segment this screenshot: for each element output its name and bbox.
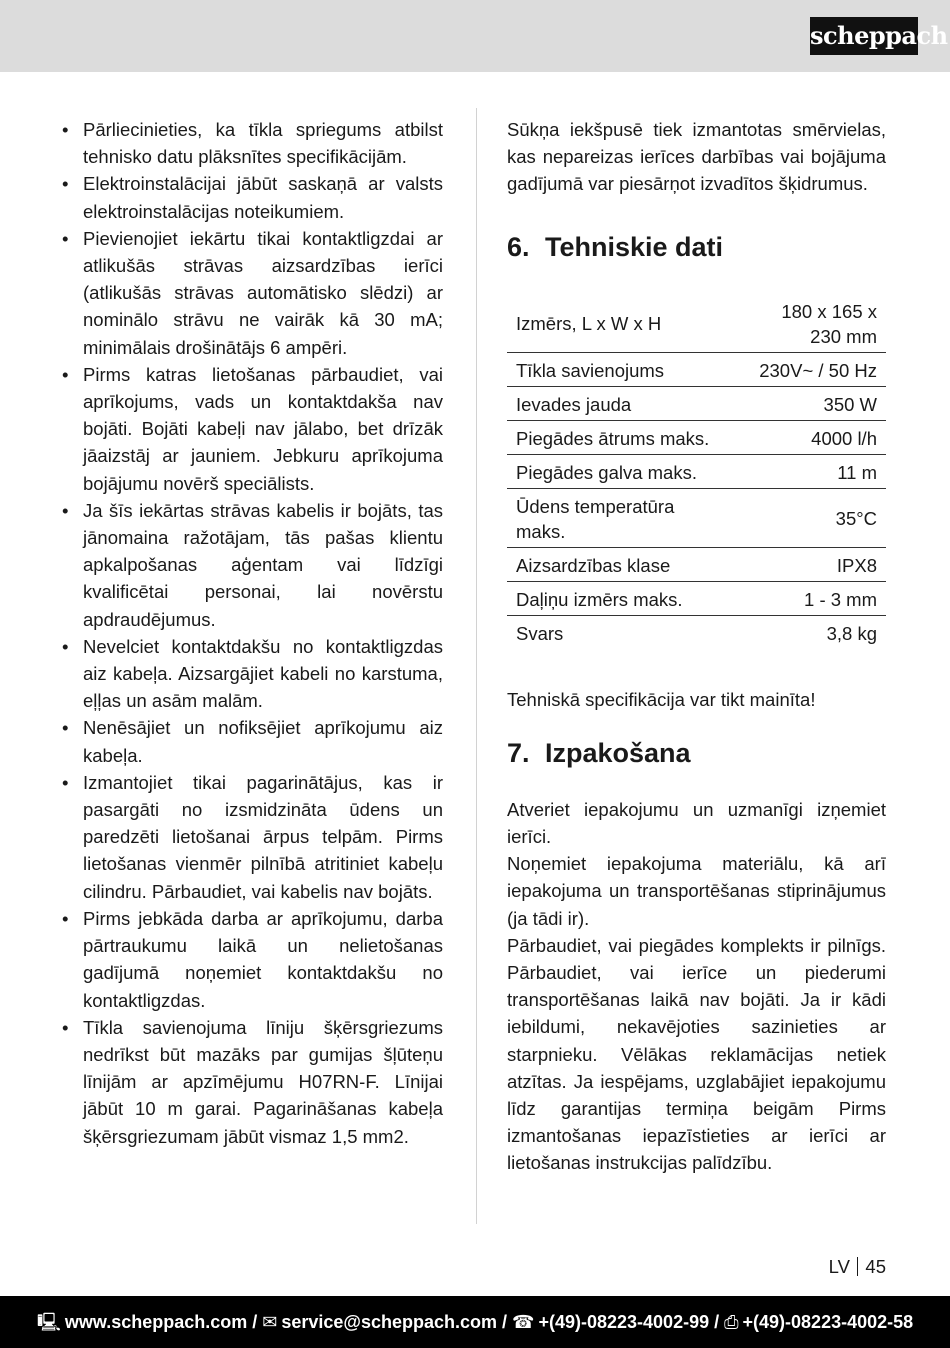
email-link[interactable]: service@scheppach.com / xyxy=(281,1312,508,1332)
spec-value: 4000 l/h xyxy=(811,427,877,449)
table-row xyxy=(507,547,886,581)
spec-label: Daļiņu izmērs maks. xyxy=(516,588,683,610)
lubricant-note: Sūkņa iekšpusē tiek izmantotas smērvielas, kas nepareizas ierīces darbības vai bojājuma gadījumā var piesārņot izvadītos šķidrumus. xyxy=(507,119,886,195)
left-column xyxy=(62,116,443,1150)
section-number: 6. xyxy=(507,231,530,262)
spec-label: Piegādes galva maks. xyxy=(516,461,697,483)
spec-value: 3,8 kg xyxy=(826,622,877,644)
right-column xyxy=(507,116,886,1177)
spec-label: Piegādes ātrums maks. xyxy=(516,427,710,449)
list-item: • Elektroinstalācijai jābūt saskaņā ar valsts elektroinstalācijas noteikumiem. xyxy=(62,170,443,224)
table-row xyxy=(507,581,886,615)
spec-value: IPX8 xyxy=(836,554,877,576)
page-number-value: 45 xyxy=(865,1256,886,1277)
phone-number: +(49)-08223-4002-99 / xyxy=(538,1312,720,1332)
table-row xyxy=(507,294,886,353)
column-divider xyxy=(476,108,477,1224)
spec-label: Ūdens temperatūra maks. xyxy=(516,495,675,542)
technical-data-table xyxy=(507,294,886,649)
mail-icon: ✉︎ xyxy=(262,1312,278,1332)
spec-change-note: Tehniskā specifikācija var tikt mainīta! xyxy=(507,688,816,710)
list-item: • Pirms katras lietošanas pārbaudiet, vai aprīkojums, vads un kontaktdakša nav bojāti. Bojāti kabeļi nav jālabo, bet drīzāk jāaizstāj ar jauniem. Jebkuru aprīkojuma bojājumu novērš speciālists. xyxy=(62,361,443,497)
fax-number: +(49)-08223-4002-58 xyxy=(742,1312,914,1332)
spec-label: Ievades jauda xyxy=(516,393,632,415)
section-number: 7. xyxy=(507,737,530,768)
spec-value: 230V~ / 50 Hz xyxy=(759,359,877,381)
section-title: Izpakošana xyxy=(545,737,691,768)
computer-icon: 🖳︎ xyxy=(36,1312,61,1332)
table-row xyxy=(507,352,886,386)
spec-value: 180 x 165 x 230 mm xyxy=(781,300,877,347)
table-row xyxy=(507,420,886,454)
spec-value: 11 m xyxy=(837,461,877,483)
spec-label: Tīkla savienojums xyxy=(516,359,665,381)
unpacking-paragraph: Noņemiet iepakojuma materiālu, kā arī iepakojuma un transportēšanas stiprinājumus (ja tādi ir). xyxy=(507,853,886,929)
spec-value: 1 - 3 mm xyxy=(804,588,877,610)
spec-label: Aizsardzības klase xyxy=(516,554,671,576)
spec-label: Svars xyxy=(516,622,564,644)
list-item: • Pirms jebkāda darba ar aprīkojumu, darba pārtraukumu laikā un nelietošanas gadījumā noņemiet kontaktdakšu no kontaktligzdas. xyxy=(62,905,443,1014)
list-item: • Nevelciet kontaktdakšu no kontaktligzdas aiz kabeļa. Aizsargājiet kabeli no karstuma, eļļas un asām malām. xyxy=(62,633,443,715)
unpacking-paragraph: Atveriet iepakojumu un uzmanīgi izņemiet ierīci. xyxy=(507,798,886,848)
language-code: LV xyxy=(828,1256,850,1277)
phone-icon: ☎︎ xyxy=(512,1312,535,1332)
list-item: • Tīkla savienojuma līniju šķērsgriezums nedrīkst būt mazāks par gumijas šļūteņu līnijām ar apzīmējumu H07RN-F. Līnijai jābūt 10 m garai. Pagarināšanas kabeļa šķērsgriezumam jābūt vismaz 1,5 mm2. xyxy=(62,1014,443,1150)
contact-footer xyxy=(0,1296,950,1348)
unpacking-paragraph: Pārbaudiet, vai piegādes komplekts ir pilnīgs. Pārbaudiet, vai ierīce un piederumi transportēšanas laikā nav bojāti. Ja ir kādi iebildumi, nekavējoties sazinieties ar starpnieku. Vēlākas reklamācijas netiek atzītas. Ja iespējams, uzglabājiet iepakojumu līdz garantijas termiņa beigām Pirms izmantošanas iepazīstieties ar ierīci ar lietošanas instrukcijas palīdzību. xyxy=(507,934,886,1174)
unpacking-text xyxy=(507,796,886,1177)
scheppach-logo: scheppach xyxy=(810,17,918,55)
section-7-heading xyxy=(507,737,886,769)
list-item: • Ja šīs iekārtas strāvas kabelis ir bojāts, tas jānomaina ražotājam, tās pašas klientu apkalpošanas aģentam vai līdzīgi kvalificētai personai, lai novērstu apdraudējumus. xyxy=(62,497,443,633)
spec-value: 35°C xyxy=(835,508,877,530)
page-number xyxy=(780,1256,886,1278)
table-row xyxy=(507,386,886,420)
spec-label: Izmērs, L x W x H xyxy=(516,313,662,335)
header-bar xyxy=(0,0,950,72)
section-title: Tehniskie dati xyxy=(545,231,724,262)
table-row xyxy=(507,615,886,649)
list-item: • Pievienojiet iekārtu tikai kontaktligzdai ar atlikušās strāvas aizsardzības ierīci (atlikušās strāvas automātisko slēdzi) ar nominālo strāvu ne vairāk kā 30 mA; minimālais drošinātājs 6 ampēri. xyxy=(62,225,443,361)
section-6-heading xyxy=(507,231,886,263)
spec-value: 350 W xyxy=(823,393,877,415)
website-link[interactable]: www.scheppach.com / xyxy=(64,1312,258,1332)
safety-bullet-list xyxy=(62,116,443,1150)
page-separator xyxy=(857,1257,859,1276)
table-row xyxy=(507,488,886,547)
list-item: • Nenēsājiet un nofiksējiet aprīkojumu aiz kabeļa. xyxy=(62,714,443,768)
list-item: • Pārliecinieties, ka tīkla spriegums atbilst tehnisko datu plāksnītes specifikācijām. xyxy=(62,116,443,170)
fax-icon: ⎙︎ xyxy=(724,1312,739,1332)
table-row xyxy=(507,454,886,488)
list-item: • Izmantojiet tikai pagarinātājus, kas ir pasargāti no izsmidzināta ūdens un paredzēti lietošanai ārpus telpām. Pirms lietošanas vienmēr pilnībā atritiniet kabeļu cilindru. Pārbaudiet, vai kabelis nav bojāts. xyxy=(62,769,443,905)
